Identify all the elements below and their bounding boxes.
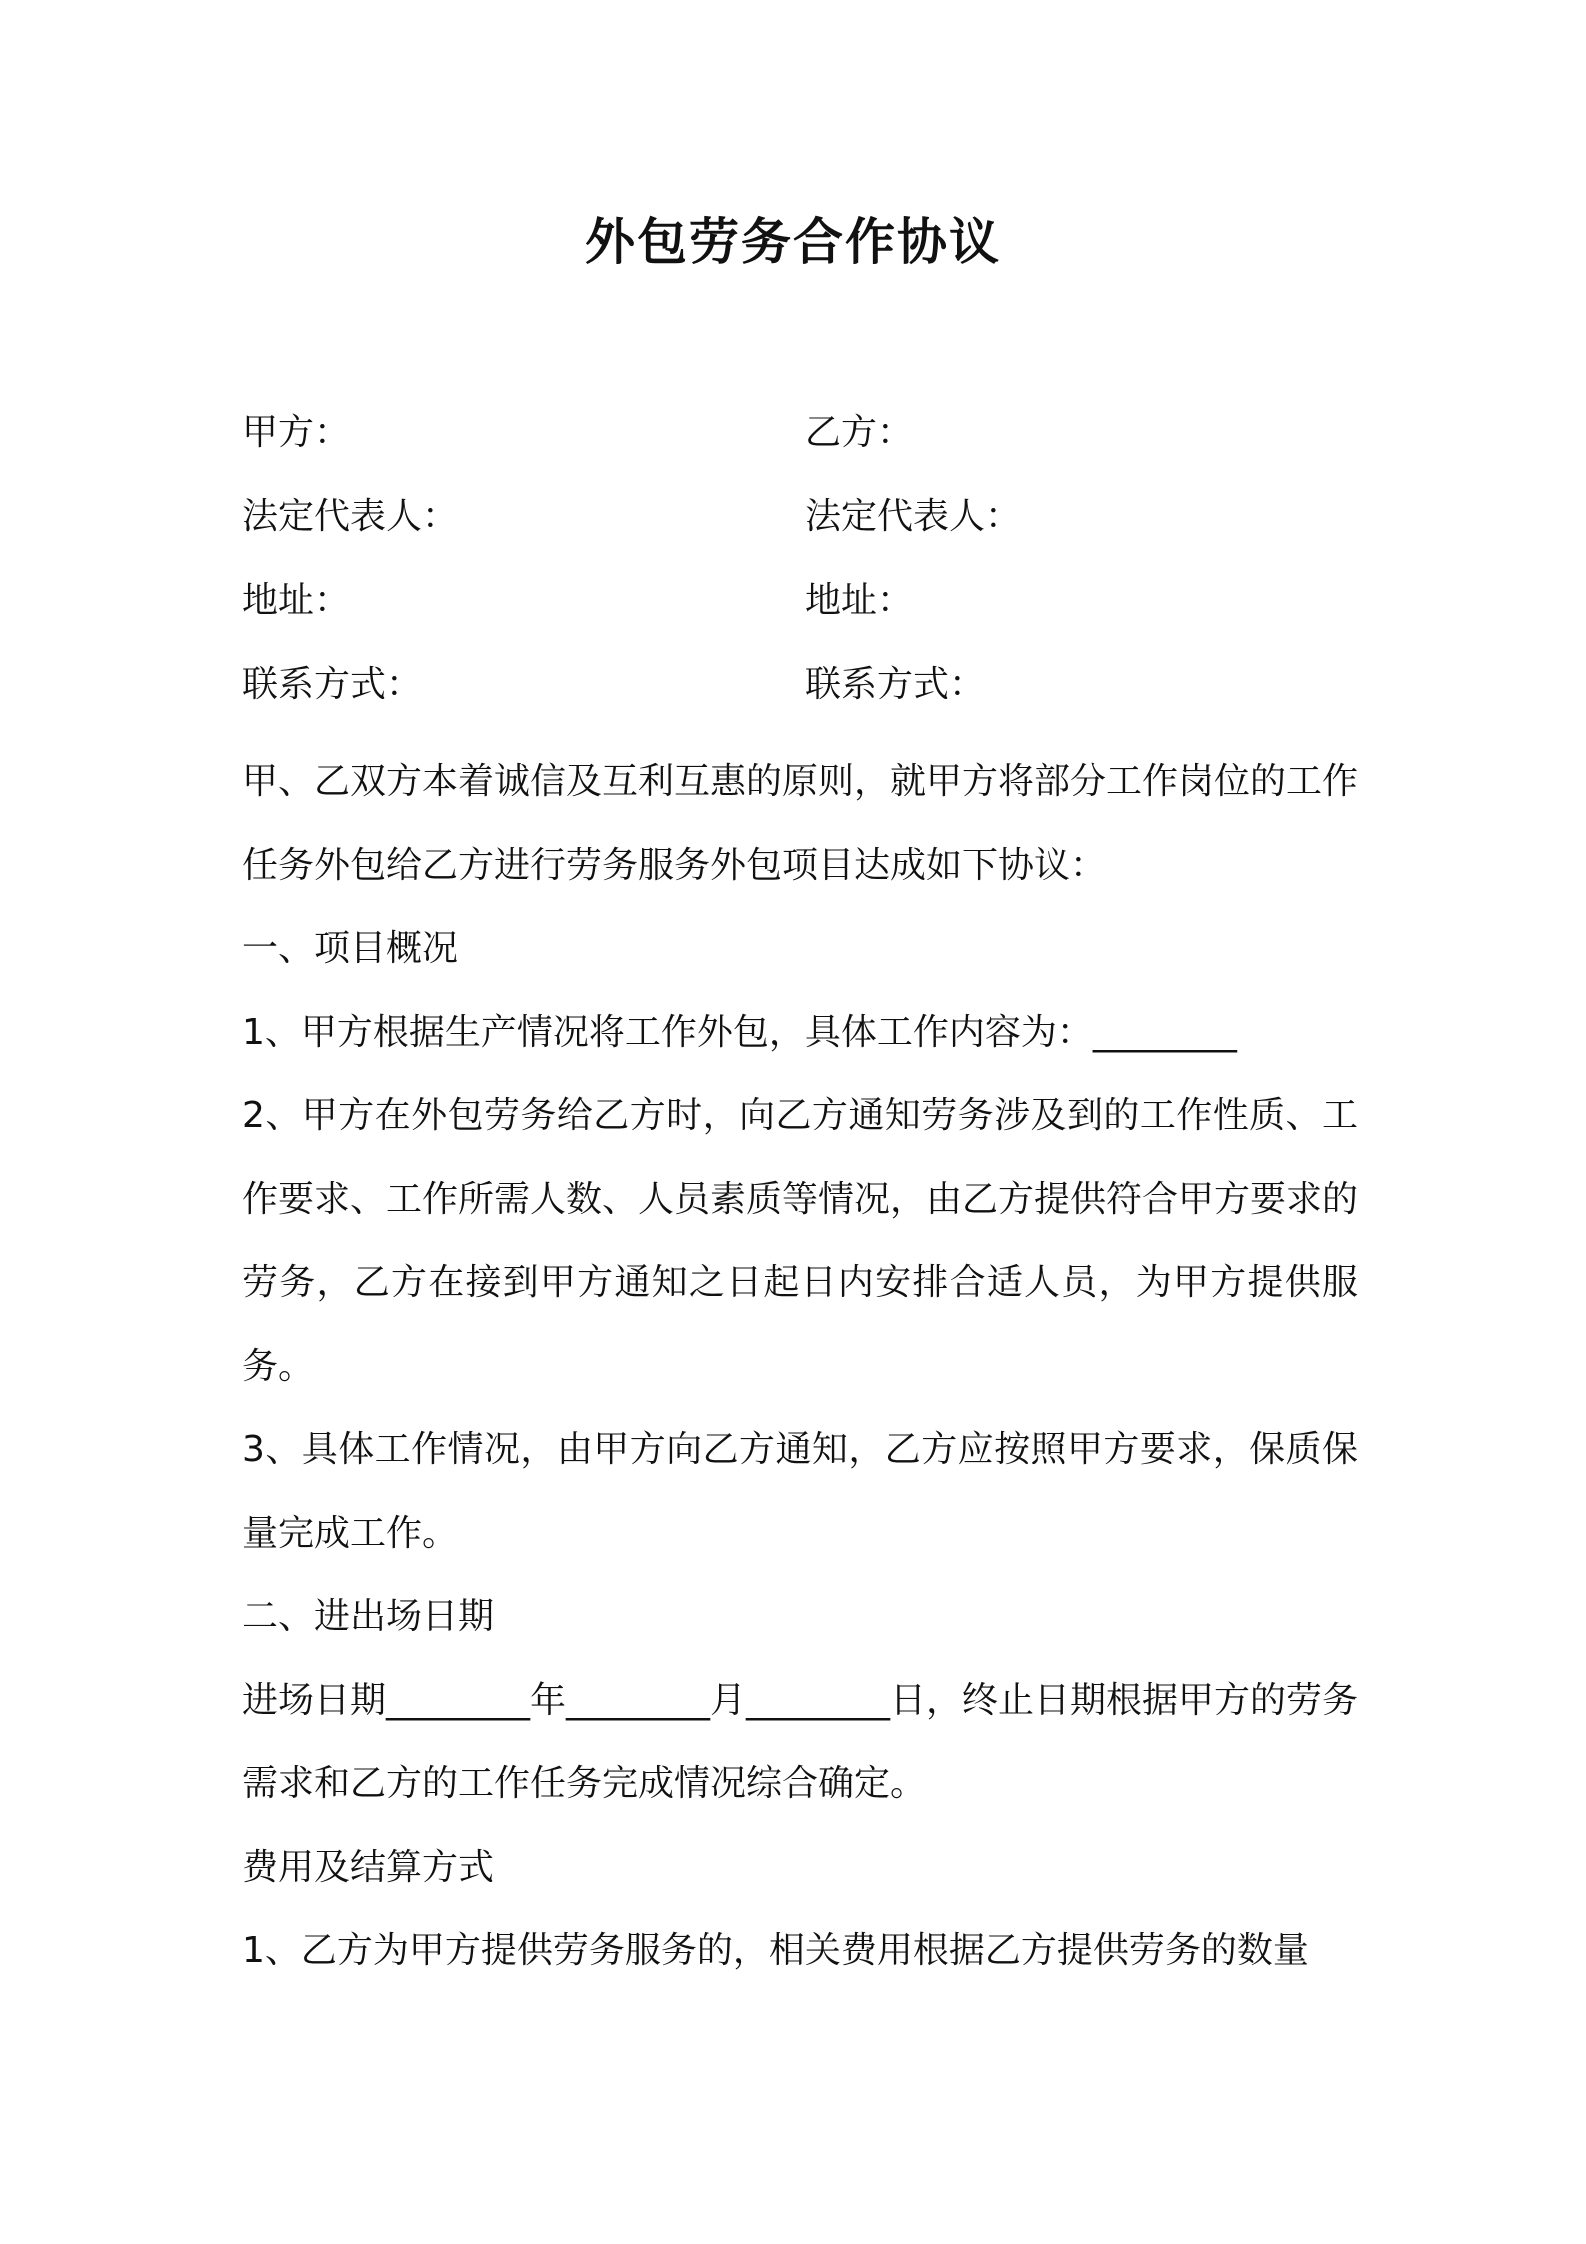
party-a-label: 甲方： [242, 412, 351, 453]
clause-paragraph: 3、具体工作情况，由甲方向乙方通知，乙方应按照甲方要求，保质保量完成工作。 [242, 1429, 1358, 1554]
section-heading-entry-exit-dates: 二、进出场日期 [242, 1596, 495, 1637]
section-heading-project-overview: 一、项目概况 [242, 928, 459, 969]
party-row-contact [242, 660, 1362, 744]
clause-paragraph: 1、甲方根据生产情况将工作外包，具体工作内容为：________ [242, 1011, 1237, 1053]
intro-paragraph: 甲、乙双方本着诚信及互利互惠的原则，就甲方将部分工作岗位的工作任务外包给乙方进行劳务服务外包项目达成如下协议： [242, 761, 1359, 886]
party-row-address [242, 576, 1362, 660]
party-b-contact-label: 联系方式： [805, 664, 986, 705]
party-b-representative-label: 法定代表人： [805, 496, 1022, 537]
party-row-representative [242, 492, 1362, 576]
party-a-representative-label: 法定代表人： [242, 496, 459, 537]
party-a-contact-label: 联系方式： [242, 664, 423, 705]
document-title: 外包劳务合作协议 [585, 213, 1001, 271]
party-b-label: 乙方： [805, 412, 914, 453]
party-b-address-label: 地址： [805, 580, 914, 621]
party-info-grid [242, 408, 1362, 744]
document-body [242, 740, 1358, 1993]
party-a-address-label: 地址： [242, 580, 351, 621]
clause-paragraph: 1、乙方为甲方提供劳务服务的，相关费用根据乙方提供劳务的数量 [242, 1930, 1309, 1971]
section-heading-fees-settlement: 费用及结算方式 [242, 1846, 495, 1888]
clause-paragraph: 进场日期________年________月________日，终止日期根据甲方的劳务需求和乙方的工作任务完成情况综合确定。 [242, 1679, 1359, 1804]
clause-paragraph: 2、甲方在外包劳务给乙方时，向乙方通知劳务涉及到的工作性质、工作要求、工作所需人数、人员素质等情况，由乙方提供符合甲方要求的劳务，乙方在接到甲方通知之日起日内安排合适人员，为甲方提供服务。 [242, 1095, 1359, 1387]
party-row-party [242, 408, 1362, 492]
